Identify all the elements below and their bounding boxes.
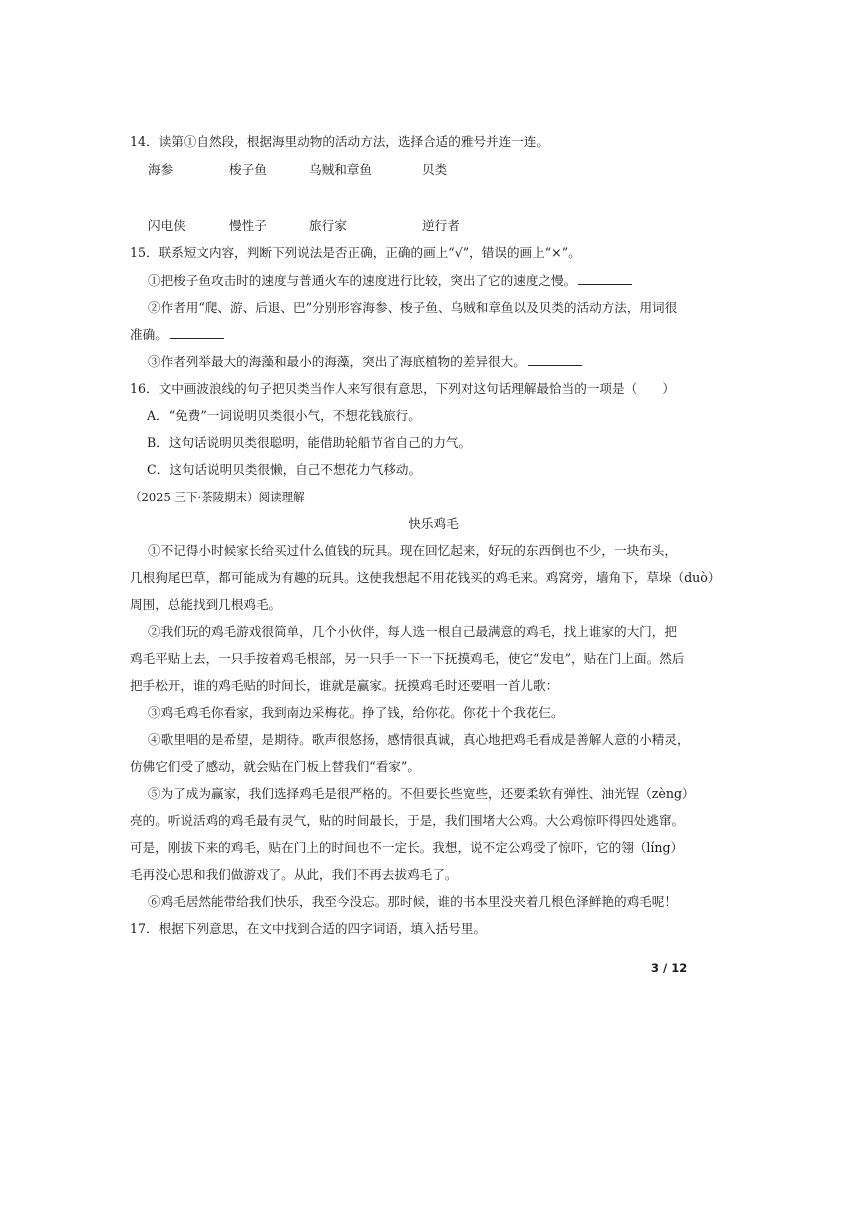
paragraph-1-line-1: ①不记得小时候家长给买过什么值钱的玩具。现在回忆起来，好玩的东西倒也不少，一块布头， [148,543,677,558]
paragraph-3: ③鸡毛鸡毛你看家，我到南边采梅花。挣了钱，给你花。你花十个我花仨。 [148,705,564,720]
q15-statement-2-text: 准确。 [130,327,168,342]
paragraph-1-line-2: 几根狗尾巴草，都可能成为有趣的玩具。这使我想起不用花钱买的鸡毛来。鸡窝旁，墙角下，草垛（duò） [130,570,721,585]
paragraph-4-line-2: 仿佛它们受了感动，就会贴在门板上替我们“看家”。 [130,759,420,774]
q15-answer-blank-1[interactable] [578,273,632,285]
q16-option-c[interactable]: C．这句话说明贝类很懒，自己不想花力气移动。 [147,462,422,477]
q15-stem: 15．联系短文内容，判断下列说法是否正确，正确的画上“√”，错误的画上“×”。 [130,245,581,260]
q15-answer-blank-3[interactable] [528,354,582,366]
q14-animal-3: 乌贼和章鱼 [309,162,372,177]
paragraph-2-line-1: ②我们玩的鸡毛游戏很简单，几个小伙伴，每人选一根自己最满意的鸡毛，找上谁家的大门，把 [148,624,677,639]
q17-stem: 17．根据下列意思，在文中找到合适的四字词语，填入括号里。 [130,921,487,936]
q14-stem: 14．读第①自然段，根据海里动物的活动方法，选择合适的雅号并连一连。 [130,134,550,149]
q15-statement-3 [148,354,582,370]
q16-option-a[interactable]: A．“免费”一词说明贝类很小气，不想花钱旅行。 [147,408,421,423]
q15-statement-3-text: ③作者列举最大的海藻和最小的海藻，突出了海底植物的差异很大。 [148,354,526,369]
q14-animal-1: 海参 [148,162,174,177]
passage-source: （2025 三下·茶陵期末）阅读理解 [130,490,305,504]
q14-nickname-4: 逆行者 [422,218,460,233]
paragraph-5-line-4: 毛再没心思和我们做游戏了。从此，我们不再去拔鸡毛了。 [130,867,458,882]
q16-option-b[interactable]: B．这句话说明贝类很聪明，能借助轮船节省自己的力气。 [147,435,472,450]
paragraph-2-line-3: 把手松开，谁的鸡毛贴的时间长，谁就是赢家。抚摸鸡毛时还要唱一首儿歌： [130,678,559,693]
paragraph-5-line-1: ⑤为了成为赢家，我们选择鸡毛是很严格的。不但要长些宽些，还要柔软有弹性、油光锃（zèng） [148,786,695,801]
paragraph-5-line-2: 亮的。听说活鸡的鸡毛最有灵气，贴的时间最长，于是，我们围堵大公鸡。大公鸡惊吓得四处逃窜。 [130,813,685,828]
q14-animal-2: 梭子鱼 [229,162,267,177]
paragraph-2-line-2: 鸡毛平贴上去，一只手按着鸡毛根部，另一只手一下一下抚摸鸡毛，使它“发电”，贴在门上面。然后 [130,651,685,666]
q14-nickname-3: 旅行家 [309,218,347,233]
paragraph-6: ⑥鸡毛居然能带给我们快乐，我至今没忘。那时候，谁的书本里没夹着几根色泽鲜艳的鸡毛呢！ [148,894,677,909]
q14-animal-4: 贝类 [422,162,448,177]
paragraph-5-line-3: 可是，刚拔下来的鸡毛，贴在门上的时间也不一定长。我想，说不定公鸡受了惊吓，它的翎（líng） [130,840,684,855]
q15-answer-blank-2[interactable] [170,327,224,339]
q15-statement-1 [148,273,632,289]
page-number: 3 / 12 [651,961,688,975]
q16-stem: 16．文中画波浪线的句子把贝类当作人来写很有意思，下列对这句话理解最恰当的一项是（ ） [130,381,675,396]
paragraph-4-line-1: ④歌里唱的是希望，是期待。歌声很悠扬，感情很真诚，真心地把鸡毛看成是善解人意的小精灵， [148,732,690,747]
paragraph-1-line-3: 周围，总能找到几根鸡毛。 [130,597,282,612]
q15-statement-2-line-1: ②作者用“爬、游、后退、巴”分别形容海参、梭子鱼、乌贼和章鱼以及贝类的活动方法，用词很 [148,300,678,315]
q14-nickname-1: 闪电侠 [148,218,186,233]
q15-statement-1-text: ①把梭子鱼攻击时的速度与普通火车的速度进行比较，突出了它的速度之慢。 [148,273,577,288]
q15-statement-2 [130,327,224,343]
passage-title: 快乐鸡毛 [408,516,459,531]
q14-nickname-2: 慢性子 [229,218,267,233]
